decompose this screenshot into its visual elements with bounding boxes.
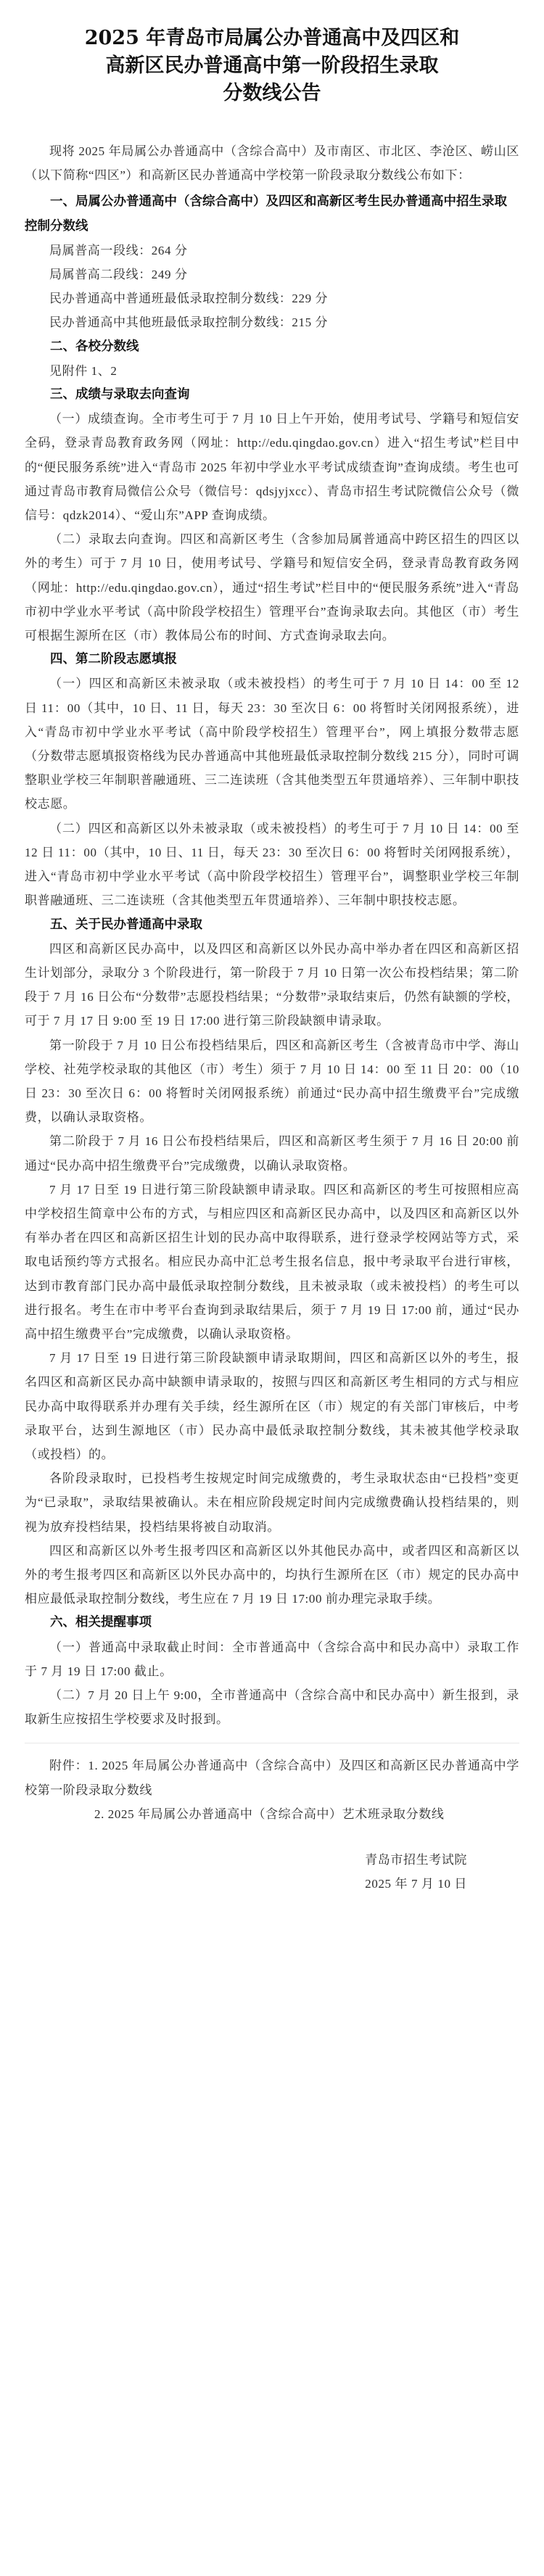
score-line-2: 局属普高二段线：249 分 xyxy=(49,268,188,282)
section-6-paragraph-1: （一）普通高中录取截止时间：全市普通高中（含综合高中和民办高中）录取工作于 7 月 19 日 17:00 截止。 xyxy=(25,1640,519,1678)
section-5-paragraph-6: 各阶段录取时，已投档考生按规定时间完成缴费的，考生录取状态由“已投档”变更为“已录取”，录取结果被确认。未在相应阶段规定时间内完成缴费确认投档结果的，则视为放弃投档结果，投档结果将被自动取消。 xyxy=(25,1471,519,1534)
admission-query-paragraph: （二）录取去向查询。四区和高新区考生（含参加局属普通高中跨区招生的四区以外的考生）可于 7 月 10 日，使用考试号、学籍号和短信安全码，登录青岛教育政务网（网址：http://edu.qingdao.gov.cn），通过“招生考试”栏目中的“便民服务系统”进入“青岛市初中学业水平考试（高中阶段学校招生）管理平台”查询录取去向。其他区（市）考生可根据生源所在区（市）教体局公布的时间、方式查询录取去向。 xyxy=(25,532,519,643)
section-4-paragraph-1: （一）四区和高新区未被录取（或未被投档）的考生可于 7 月 10 日 14：00 至 12 日 11：00（其中，10 日、11 日，每天 23：30 至次日 6：00 将暂时关闭网报系统），进入“青岛市初中学业水平考试（高中阶段学校招生）管理平台”，网上填报分数带志愿（分数带志愿填报资格线为民办普通高中其他班最低录取控制分数线 215 分），同时可调整职业学校三年制职普融通班、三二连读班（含其他类型五年贯通培养）、三年制中职技校志愿。 xyxy=(25,677,519,812)
section-5-paragraph-5: 7 月 17 日至 19 日进行第三阶段缺额申请录取期间，四区和高新区以外的考生，报名四区和高新区民办高中缺额申请录取的，按照与四区和高新区考生相同的方式与相应民办高中取得联系并办理有关手续，经生源所在区（市）规定的有关部门审核后，中考录取平台，达到生源地区（市）民办高中最低录取控制分数线，其未被其他学校录取（或投档）的。 xyxy=(25,1351,519,1461)
title-line-2: 高新区民办普通高中第一阶段招生录取 xyxy=(105,54,439,77)
score-line-3: 民办普通高中普通班最低录取控制分数线：229 分 xyxy=(49,292,329,306)
signature-date: 2025 年 7 月 10 日 xyxy=(365,1877,467,1891)
section-1-heading: 一、局属公办普通高中（含综合高中）及四区和高新区考生民办普通高中招生录取控制分数线 xyxy=(25,194,507,234)
title-line-1: 2025 年青岛市局属公办普通高中及四区和 xyxy=(84,27,460,49)
section-6-paragraph-2: （二）7 月 20 日上午 9:00，全市普通高中（含综合高中和民办高中）新生报到，录取新生应按招生学校要求及时报到。 xyxy=(25,1688,519,1727)
section-5-paragraph-4: 7 月 17 日至 19 日进行第三阶段缺额申请录取。四区和高新区的考生可按照相应高中学校招生简章中公布的方式，与相应四区和高新区民办高中，以及四区和高新区以外有举办者在四区和高新区招生计划的民办高中取得联系，进行登录学校网站等方式，采取电话预约等方式报名。相应民办高中汇总考生报名信息，报中考录取平台进行审核，达到市教育部门民办高中最低录取控制分数线，且未被录取（或未被投档）的考生可以进行报名。考生在市中考平台查询到录取结果后，须于 7 月 19 日 17:00 前，通过“民办高中招生缴费平台”完成缴费，以确认录取资格。 xyxy=(25,1182,519,1341)
section-5-paragraph-1: 四区和高新区民办高中，以及四区和高新区以外民办高中举办者在四区和高新区招生计划部分，录取分 3 个阶段进行，第一阶段于 7 月 10 日第一次公布投档结果；第二阶段于 7 月 16 日公布“分数带”志愿投档结果；“分数带”录取结束后，仍然有缺额的学校，可于 7 月 17 日 9:00 至 19 日 17:00 进行第三阶段缺额申请录取。 xyxy=(25,941,519,1028)
section-5-paragraph-7: 四区和高新区以外考生报考四区和高新区以外其他民办高中，或者四区和高新区以外的考生报考四区和高新区以外民办高中的，均执行生源所在区（市）规定的民办高中相应最低录取控制分数线，考生应在 7 月 19 日 17:00 前办理完录取手续。 xyxy=(25,1543,519,1606)
section-4-paragraph-2: （二）四区和高新区以外未被录取（或未被投档）的考生可于 7 月 10 日 14：00 至 12 日 11：00（其中，10 日、11 日，每天 23：30 至次日 6：00 将暂时关闭网报系统），进入“青岛市初中学业水平考试（高中阶段学校招生）管理平台”，调整职业学校三年制职普融通班、三二连读班（含其他类型五年贯通培养）、三年制中职技校志愿。 xyxy=(25,821,519,908)
signature-org: 青岛市招生考试院 xyxy=(365,1853,467,1867)
section-3-heading: 三、成绩与录取去向查询 xyxy=(50,387,190,402)
section-5-paragraph-3: 第二阶段于 7 月 16 日公布投档结果后，四区和高新区考生须于 7 月 16 日 20:00 前通过“民办高中招生缴费平台”完成缴费，以确认录取资格。 xyxy=(25,1134,519,1173)
section-2-text: 见附件 1、2 xyxy=(49,363,118,378)
attachment-2: 2. 2025 年局属公办普通高中（含综合高中）艺术班录取分数线 xyxy=(94,1807,445,1821)
signature-spacer xyxy=(25,1826,519,1848)
score-line-4: 民办普通高中其他班最低录取控制分数线：215 分 xyxy=(49,315,329,330)
score-line-1: 局属普高一段线：264 分 xyxy=(49,243,188,257)
score-query-paragraph: （一）成绩查询。全市考生可于 7 月 10 日上午开始，使用考试号、学籍号和短信安全码，登录青岛教育政务网（网址：http://edu.qingdao.gov.cn）进入“招生考试”栏目中的“便民服务系统”进入“青岛市 2025 年初中学业水平考试成绩查询”查询成绩。考生也可通过青岛市教育局微信公众号（微信号：qdsjyjxcc）、青岛市招生考试院微信公众号（微信号：qdzk2014）、“爱山东”APP 查询成绩。 xyxy=(25,412,519,523)
section-2-heading: 二、各校分数线 xyxy=(50,339,139,354)
section-6-heading: 六、相关提醒事项 xyxy=(50,1615,152,1630)
page-title xyxy=(25,25,519,107)
section-5-paragraph-2: 第一阶段于 7 月 10 日公布投档结果后，四区和高新区考生（含被青岛市中学、海山学校、社苑学校录取的其他区（市）考生）须于 7 月 10 日 14：00 至 11 日 20：00（10 日 23：30 至次日 6：00 将暂时关闭网报系统）前通过“民办高中招生缴费平台”完成缴费，以确认录取资格。 xyxy=(25,1038,519,1125)
intro-paragraph: 现将 2025 年局属公办普通高中（含综合高中）及市南区、市北区、李沧区、崂山区（以下简称“四区”）和高新区民办普通高中学校第一阶段录取分数线公布如下： xyxy=(25,144,519,183)
title-line-3: 分数线公告 xyxy=(223,82,321,104)
attachment-1: 附件：1. 2025 年局属公办普通高中（含综合高中）及四区和高新区民办普通高中学校第一阶段录取分数线 xyxy=(25,1759,519,1797)
section-4-heading: 四、第二阶段志愿填报 xyxy=(50,652,177,667)
section-5-heading: 五、关于民办普通高中录取 xyxy=(50,917,202,932)
